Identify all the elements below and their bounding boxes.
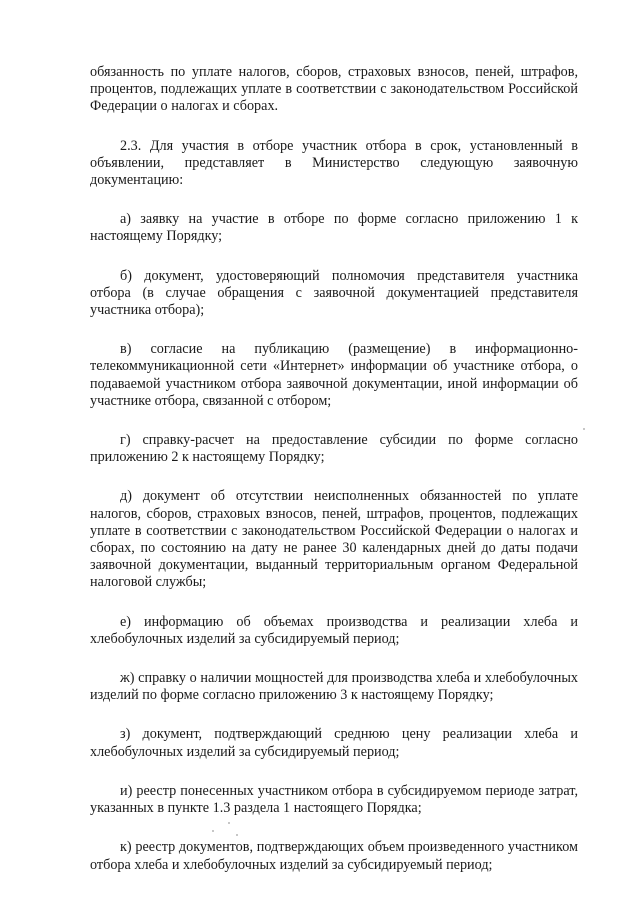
- list-item-k: к) реестр документов, подтверждающих объем произведенного участником отбора хлеба и хлебобулочных изделий за субсидируемый период;: [90, 839, 578, 873]
- list-item-b: б) документ, удостоверяющий полномочия представителя участника отбора (в случае обращения с заявочной документацией представителя участника отбора);: [90, 267, 578, 319]
- list-item-g: г) справку-расчет на предоставление субсидии по форме согласно приложению 2 к настоящему Порядку;: [90, 432, 578, 466]
- list-item-d: д) документ об отсутствии неисполненных обязанностей по уплате налогов, сборов, страховых взносов, пеней, штрафов, процентов, подлежащих уплате в соответствии с законодательством Российской Федерации о налогах и сборах, по состоянию на дату не ранее 30 календарных дней до даты подачи заявочной документации, выданный территориальным органом Федеральной налоговой службы;: [90, 488, 578, 591]
- list-item-i: и) реестр понесенных участником отбора в субсидируемом периоде затрат, указанных в пункте 1.3 раздела 1 настоящего Порядка;: [90, 782, 578, 817]
- scan-speck: [236, 834, 238, 836]
- document-body: [90, 64, 578, 896]
- scan-speck: [212, 830, 214, 832]
- scan-speck: [583, 428, 585, 430]
- paragraph-2-3: 2.3. Для участия в отборе участник отбора в срок, установленный в объявлении, представляет в Министерство следующую заявочную документацию:: [90, 137, 578, 189]
- paragraph-continuation: обязанность по уплате налогов, сборов, страховых взносов, пеней, штрафов, процентов, подлежащих уплате в соответствии с законодательством Российской Федерации о налогах и сборах.: [90, 64, 578, 115]
- list-item-v: в) согласие на публикацию (размещение) в информационно-телекоммуникационной сети «Интернет» информации об участнике отбора, о подаваемой участником отбора заявочной документации, иной информации об участнике отбора, связанной с отбором;: [90, 341, 578, 409]
- list-item-zh: ж) справку о наличии мощностей для производства хлеба и хлебобулочных изделий по форме согласно приложению 3 к настоящему Порядку;: [90, 670, 578, 704]
- scan-speck: [228, 822, 230, 824]
- list-item-a: а) заявку на участие в отборе по форме согласно приложению 1 к настоящему Порядку;: [90, 211, 578, 245]
- list-item-z: з) документ, подтверждающий среднюю цену реализации хлеба и хлебобулочных изделий за субсидируемый период;: [90, 726, 578, 760]
- list-item-e: е) информацию об объемах производства и реализации хлеба и хлебобулочных изделий за субсидируемый период;: [90, 613, 578, 647]
